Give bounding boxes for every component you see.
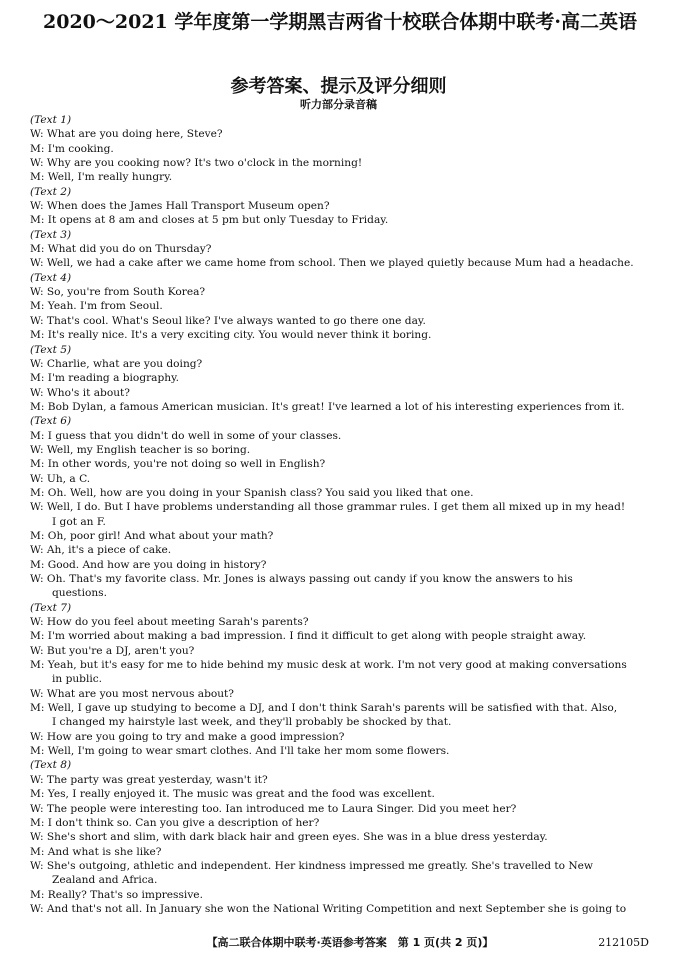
transcript-line: M: It's really nice. It's a very exciting city. You would never think it boring.: [30, 329, 432, 342]
transcript-line: W: Uh, a C.: [30, 472, 91, 485]
text-section-label: (Text 3): [30, 228, 72, 241]
transcript-line: W: When does the James Hall Transport Museum open?: [30, 200, 330, 213]
transcript-line: M: Oh. Well, how are you doing in your Spanish class? You said you liked that one.: [30, 486, 474, 499]
transcript-line: M: Good. And how are you doing in history?: [30, 558, 267, 571]
page-footer: [0, 935, 677, 951]
text-section-label: (Text 6): [30, 415, 72, 428]
text-section-label: (Text 5): [30, 343, 72, 356]
transcript-line: W: That's cool. What's Seoul like? I've always wanted to go there one day.: [30, 314, 426, 327]
transcript-line: W: Who's it about?: [30, 386, 130, 399]
transcript-line-continuation: I changed my hairstyle last week, and they'll probably be shocked by that.: [52, 716, 452, 729]
text-section-label: (Text 2): [30, 185, 72, 198]
transcript-line: W: The party was great yesterday, wasn't it?: [30, 773, 268, 786]
transcript-line: M: I don't think so. Can you give a description of her?: [30, 816, 320, 829]
transcript-line-continuation: questions.: [52, 587, 107, 600]
transcript-line: W: And that's not all. In January she won the National Writing Competition and next September she is going to: [30, 902, 627, 915]
transcript-line: W: Why are you cooking now? It's two o'clock in the morning!: [30, 157, 363, 170]
document-title: 2020～2021 学年度第一学期黑吉两省十校联合体期中联考·高二英语: [43, 11, 637, 33]
transcript-line: W: How do you feel about meeting Sarah's parents?: [30, 616, 309, 629]
transcript-line: W: Ah, it's a piece of cake.: [30, 544, 172, 557]
transcript-line: W: Well, we had a cake after we came home from school. Then we played quietly because Mum had a headache.: [30, 257, 634, 270]
transcript-line-continuation: Zealand and Africa.: [52, 874, 158, 887]
transcript-line: M: I'm worried about making a bad impression. I find it difficult to get along with people straight away.: [30, 630, 587, 643]
listening-transcript-heading: 听力部分录音稿: [300, 98, 377, 111]
footer-code: 212105D: [598, 936, 649, 949]
transcript-line: W: So, you're from South Korea?: [30, 286, 206, 299]
transcript-line: M: Oh, poor girl! And what about your math?: [30, 529, 274, 542]
transcript-line: M: Yeah. I'm from Seoul.: [30, 300, 163, 313]
footer-page-info: 【高二联合体期中联考·英语参考答案 第 1 页(共 2 页)】: [206, 936, 494, 949]
transcript-line: W: Charlie, what are you doing?: [30, 357, 203, 370]
transcript-line: M: Well, I'm really hungry.: [30, 171, 173, 184]
transcript-line: W: What are you doing here, Steve?: [30, 128, 223, 141]
transcript-line: W: Well, I do. But I have problems understanding all those grammar rules. I get them all mixed up in my head!: [30, 501, 626, 514]
transcript-line: W: Well, my English teacher is so boring.: [30, 443, 251, 456]
text-section-label: (Text 1): [30, 114, 72, 126]
text-section-label: (Text 7): [30, 601, 72, 614]
transcript-line: M: In other words, you're not doing so well in English?: [30, 458, 326, 471]
transcript-line: M: Yeah, but it's easy for me to hide behind my music desk at work. I'm not very good at making conversations: [30, 659, 627, 672]
transcript-line: M: What did you do on Thursday?: [30, 243, 212, 256]
transcript-line: M: Well, I gave up studying to become a DJ, and I don't think Sarah's parents will be satisfied with that. Also,: [30, 702, 618, 715]
transcript-line: M: I'm reading a biography.: [30, 372, 180, 385]
transcript-line: M: Really? That's so impressive.: [30, 888, 203, 901]
transcript-line: M: And what is she like?: [30, 845, 162, 858]
transcript-line: M: I guess that you didn't do well in some of your classes.: [30, 429, 342, 442]
transcript-line: W: She's outgoing, athletic and independent. Her kindness impressed me greatly. She's travelled to New: [30, 859, 593, 872]
transcript-line: W: How are you going to try and make a good impression?: [30, 730, 345, 743]
transcript-line-continuation: I got an F.: [52, 515, 106, 528]
transcript-line: M: Bob Dylan, a famous American musician. It's great! I've learned a lot of his interesting experiences from it.: [30, 400, 625, 413]
transcript-line: M: It opens at 8 am and closes at 5 pm but only Tuesday to Friday.: [30, 214, 389, 227]
text-section-label: (Text 4): [30, 271, 72, 284]
transcript-line: M: I'm cooking.: [30, 142, 114, 155]
transcript-line: W: She's short and slim, with dark black hair and green eyes. She was in a blue dress yesterday.: [30, 831, 548, 844]
transcript-line: M: Yes, I really enjoyed it. The music was great and the food was excellent.: [30, 788, 435, 801]
transcript-line-continuation: in public.: [52, 673, 103, 686]
transcript-line: M: Well, I'm going to wear smart clothes. And I'll take her mom some flowers.: [30, 745, 450, 758]
transcript-line: W: What are you most nervous about?: [30, 687, 234, 700]
transcript-line: W: But you're a DJ, aren't you?: [30, 644, 195, 657]
transcript-body: [30, 113, 650, 916]
transcript-line: W: Oh. That's my favorite class. Mr. Jones is always passing out candy if you know the answers to his: [30, 573, 573, 585]
answer-key-heading: 参考答案、提示及评分细则: [230, 76, 447, 97]
transcript-line: W: The people were interesting too. Ian introduced me to Laura Singer. Did you meet her?: [30, 802, 517, 815]
text-section-label: (Text 8): [30, 759, 72, 772]
